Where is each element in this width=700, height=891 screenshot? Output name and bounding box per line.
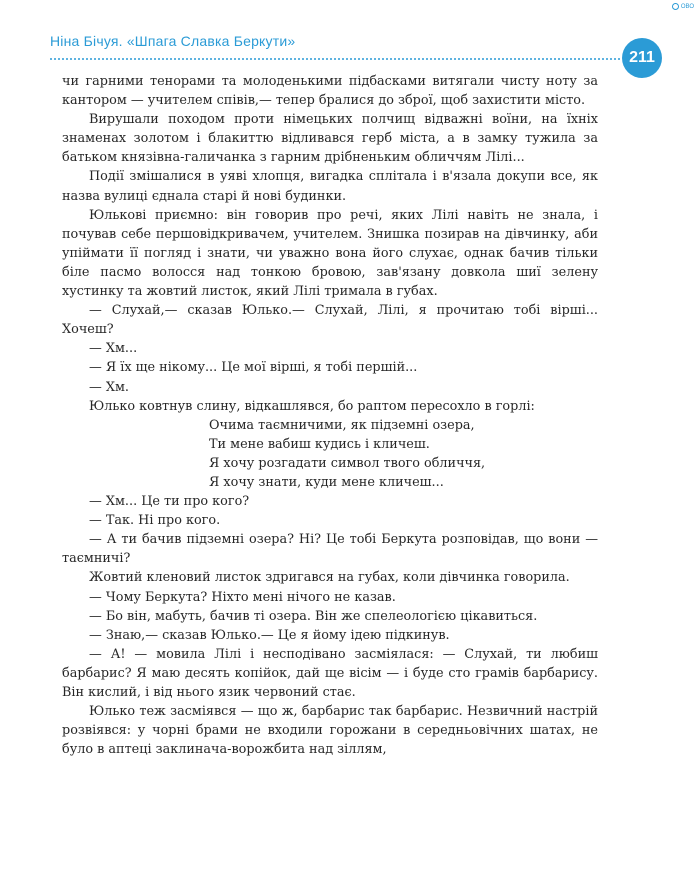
dialogue-line: — Я їх ще нікому... Це мої вірші, я тобі першій... [89, 360, 418, 376]
paragraph: Юлькові приємно: він говорив про речі, яких Лілі навіть не знала, і почував себе першовідкривачем, учителем. Знишка позирав на дівчинку, аби упіймати її погляд і знати, чи уважно вона його слухає, однак бачив тільки біле пасмо волосся над тонкою бровою, зав'язану довкола шиї зелену хустинку та жовтий листок, який Лілі тримала в губах. [62, 207, 598, 300]
running-title: Ніна Бічуя. «Шпага Славка Беркути» [50, 33, 296, 49]
dialogue-line: — А! — мовила Лілі і несподівано засміялася: — Слухай, ти любиш барбарис? Я маю десять копійок, дай ще вісім — і буде сто грамів барбарису. Він кислий, і від нього язик червоний стає. [62, 646, 598, 700]
dialogue-line: — Бо він, мабуть, бачив ті озера. Він же спелеологією цікавиться. [89, 608, 538, 624]
dialogue-line: — Слухай,— сказав Юлько.— Слухай, Лілі, я прочитаю тобі вірші... Хочеш? [62, 303, 598, 338]
dialogue-line: — Так. Ні про кого. [89, 513, 221, 529]
dialogue-line: — А ти бачив підземні озера? Ні? Це тобі Беркута розповідав, що вони — таємничі? [62, 532, 598, 567]
dialogue-line: — Хм... [89, 341, 138, 357]
dialogue-line: — Хм. [89, 379, 129, 395]
poem-line: Ти мене вабиш кудись і кличеш. [209, 436, 430, 452]
dialogue-line: — Хм... Це ти про кого? [89, 494, 250, 510]
publisher-corner-mark [672, 3, 694, 10]
poem-block [209, 416, 598, 492]
page-body-text [62, 72, 598, 759]
dialogue-line: — Знаю,— сказав Юлько.— Це я йому ідею підкинув. [89, 627, 450, 643]
circle-icon [672, 3, 679, 10]
header-dotted-divider [50, 58, 620, 60]
poem-line: Я хочу знати, куди мене кличеш... [209, 474, 444, 490]
paragraph: чи гарними тенорами та молоденькими підбасками витягали чисту ноту за кантором — учителем співів,— тепер бралися до зброї, щоб захистити місто. [62, 74, 598, 109]
dialogue-line: — Чому Беркута? Ніхто мені нічого не казав. [89, 589, 396, 605]
paragraph: Юлько теж засміявся — що ж, барбарис так барбарис. Незвичний настрій розвіявся: у чорні брами не входили горожани в середньовічних шатах, не було в аптеці заклинача-ворожбита над зіллям, [62, 704, 598, 758]
paragraph: Юлько ковтнув слину, відкашлявся, бо раптом пересохло в горлі: [89, 398, 535, 414]
poem-line: Я хочу розгадати символ твого обличчя, [209, 455, 486, 471]
paragraph: Вирушали походом проти німецьких полчищ відважні воїни, на їхніх знаменах золотом і блакиттю відливався герб міста, а в замку тужила за батьком князівна-галичанка з гарним дрібненьким обличчям Лілі... [62, 112, 598, 166]
paragraph: Жовтий кленовий листок здригався на губах, коли дівчинка говорила. [89, 570, 570, 586]
corner-mark-text: ОВО [680, 3, 694, 10]
paragraph: Події змішалися в уяві хлопця, вигадка сплітала і в'язала докупи все, як назва вулиці єднала старі й нові будинки. [62, 169, 598, 204]
poem-line: Очима таємничими, як підземні озера, [209, 417, 475, 433]
page-number-badge: 211 [622, 38, 662, 78]
